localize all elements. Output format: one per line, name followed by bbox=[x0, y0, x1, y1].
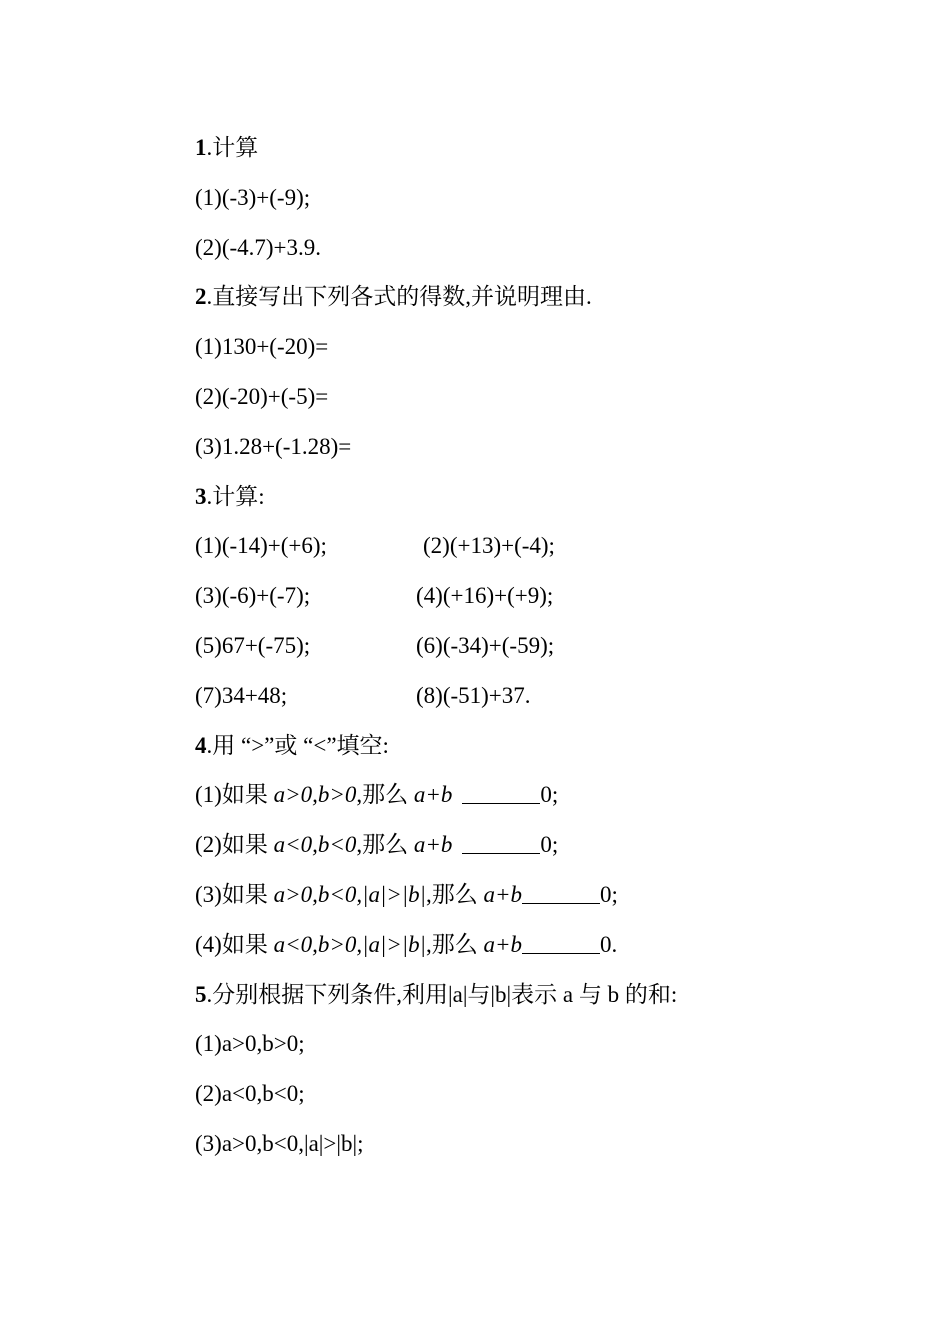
q3-item-4: (4)(+16)+(+9); bbox=[416, 583, 554, 609]
q4-item-1-mid: ,那么 bbox=[356, 782, 414, 808]
q4-item-2-prefix: (2)如果 bbox=[195, 832, 274, 858]
q4-number: 4 bbox=[195, 732, 207, 758]
q2-number: 2 bbox=[195, 284, 207, 310]
q5-title bbox=[195, 975, 815, 1025]
q4-item-2-expression: a+b bbox=[413, 832, 453, 858]
q2-item-1: (1)130+(-20)= bbox=[195, 334, 329, 360]
q4-item-2-answer-blank[interactable] bbox=[462, 831, 540, 854]
q1-item-1: (1)(-3)+(-9); bbox=[195, 184, 311, 210]
q4-item-2 bbox=[195, 825, 815, 875]
q4-title bbox=[195, 726, 815, 776]
q5-title-text: .分别根据下列条件,利用|a|与|b|表示 a 与 b 的和: bbox=[206, 981, 678, 1007]
q3-item-1: (1)(-14)+(+6); bbox=[195, 533, 327, 559]
q5-item-1: (1)a>0,b>0; bbox=[195, 1031, 305, 1057]
q4-item-3-condition: a>0,b<0,|a|>|b| bbox=[273, 881, 426, 907]
q4-item-1 bbox=[195, 775, 815, 825]
q4-item-4-end: 0. bbox=[599, 931, 618, 957]
q2-title-text: .直接写出下列各式的得数,并说明理由. bbox=[206, 284, 592, 310]
q4-item-1-end: 0; bbox=[540, 782, 559, 808]
q1-title-text: .计算 bbox=[206, 135, 259, 160]
q4-item-3-prefix: (3)如果 bbox=[195, 881, 274, 907]
q4-item-1-prefix: (1)如果 bbox=[195, 782, 274, 808]
q2-item-2: (2)(-20)+(-5)= bbox=[195, 383, 329, 409]
q3-item-2: (2)(+13)+(-4); bbox=[423, 533, 555, 559]
q1-number: 1 bbox=[195, 135, 207, 160]
q4-item-3-expression: a+b bbox=[483, 881, 522, 907]
q3-row-1 bbox=[195, 526, 815, 576]
worksheet bbox=[195, 128, 815, 1174]
q5-item-2: (2)a<0,b<0; bbox=[195, 1081, 305, 1107]
q4-item-4 bbox=[195, 925, 815, 975]
q1-title bbox=[195, 128, 815, 178]
q4-item-1-answer-blank[interactable] bbox=[462, 781, 540, 804]
q4-item-4-expression: a+b bbox=[483, 931, 522, 957]
q3-item-6: (6)(-34)+(-59); bbox=[416, 632, 555, 658]
q3-item-5: (5)67+(-75); bbox=[195, 632, 311, 658]
q3-number: 3 bbox=[195, 483, 207, 509]
q1-item-2: (2)(-4.7)+3.9. bbox=[195, 234, 322, 260]
q3-item-8: (8)(-51)+37. bbox=[416, 682, 531, 708]
q3-title bbox=[195, 477, 815, 527]
q5-item-3: (3)a>0,b<0,|a|>|b|; bbox=[195, 1130, 364, 1156]
q2-item-3: (3)1.28+(-1.28)= bbox=[195, 433, 352, 459]
q3-row-3 bbox=[195, 626, 815, 676]
q4-item-4-mid: ,那么 bbox=[425, 931, 484, 957]
q4-item-3-mid: ,那么 bbox=[425, 881, 484, 907]
q4-title-text: .用 “>”或 “<”填空: bbox=[206, 732, 389, 758]
q4-item-2-end: 0; bbox=[540, 832, 559, 858]
q3-row-2 bbox=[195, 576, 815, 626]
q3-title-text: .计算: bbox=[206, 483, 265, 509]
q2-title bbox=[195, 277, 815, 327]
q3-row-4 bbox=[195, 676, 815, 726]
q4-item-2-mid: ,那么 bbox=[356, 832, 414, 858]
q4-item-3-answer-blank[interactable] bbox=[522, 881, 600, 904]
q4-item-2-condition: a<0,b<0 bbox=[273, 832, 357, 858]
q4-item-4-condition: a<0,b>0,|a|>|b| bbox=[273, 931, 426, 957]
q4-item-1-condition: a>0,b>0 bbox=[273, 782, 357, 808]
q5-number: 5 bbox=[195, 981, 207, 1007]
q4-item-3 bbox=[195, 875, 815, 925]
q4-item-1-expression: a+b bbox=[413, 782, 453, 808]
q4-item-4-prefix: (4)如果 bbox=[195, 931, 274, 957]
q4-item-3-end: 0; bbox=[599, 881, 618, 907]
q4-item-4-answer-blank[interactable] bbox=[522, 931, 600, 954]
q3-item-3: (3)(-6)+(-7); bbox=[195, 583, 311, 609]
q3-item-7: (7)34+48; bbox=[195, 682, 288, 708]
